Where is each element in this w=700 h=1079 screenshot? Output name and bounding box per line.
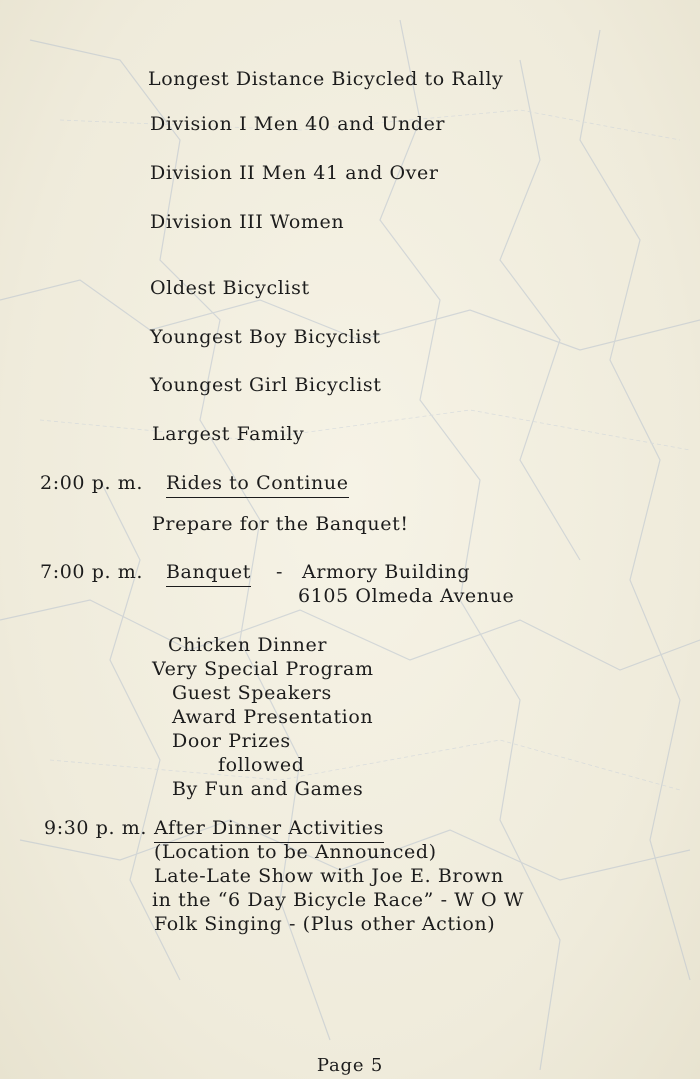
- banquet-program-item: By Fun and Games: [172, 778, 364, 800]
- award-oldest: Oldest Bicyclist: [150, 277, 310, 299]
- award-division-2: Division II Men 41 and Over: [150, 162, 439, 184]
- after-dinner-title: After Dinner Activities: [154, 817, 384, 843]
- rides-title: Rides to Continue: [166, 472, 349, 498]
- banquet-location-line1: Armory Building: [302, 561, 471, 583]
- after-dinner-line: (Location to be Announced): [154, 841, 437, 863]
- banquet-program-item: Guest Speakers: [172, 682, 332, 704]
- after-dinner-line: in the “6 Day Bicycle Race” - W O W: [152, 889, 524, 911]
- award-youngest-boy: Youngest Boy Bicyclist: [150, 326, 381, 348]
- banquet-location-line2: 6105 Olmeda Avenue: [298, 585, 515, 607]
- award-largest-family: Largest Family: [152, 423, 305, 445]
- page-number: Page 5: [316, 1055, 384, 1076]
- banquet-program-item: Door Prizes: [172, 730, 291, 752]
- banquet-time: 7:00 p. m.: [40, 561, 144, 583]
- rides-time: 2:00 p. m.: [40, 472, 144, 494]
- banquet-program-item: followed: [218, 754, 305, 776]
- banquet-program-item: Award Presentation: [172, 706, 374, 728]
- rides-note: Prepare for the Banquet!: [152, 513, 409, 535]
- award-division-3: Division III Women: [150, 211, 345, 233]
- after-dinner-line: Late-Late Show with Joe E. Brown: [154, 865, 504, 887]
- banquet-dash: -: [276, 561, 284, 583]
- banquet-program-item: Very Special Program: [152, 658, 374, 680]
- banquet-program-item: Chicken Dinner: [168, 634, 328, 656]
- banquet-title: Banquet: [166, 561, 251, 587]
- award-youngest-girl: Youngest Girl Bicyclist: [150, 374, 382, 396]
- after-dinner-line: Folk Singing - (Plus other Action): [154, 913, 496, 935]
- after-dinner-time: 9:30 p. m.: [44, 817, 148, 839]
- award-division-1: Division I Men 40 and Under: [150, 113, 446, 135]
- award-longest-distance: Longest Distance Bicycled to Rally: [148, 68, 504, 90]
